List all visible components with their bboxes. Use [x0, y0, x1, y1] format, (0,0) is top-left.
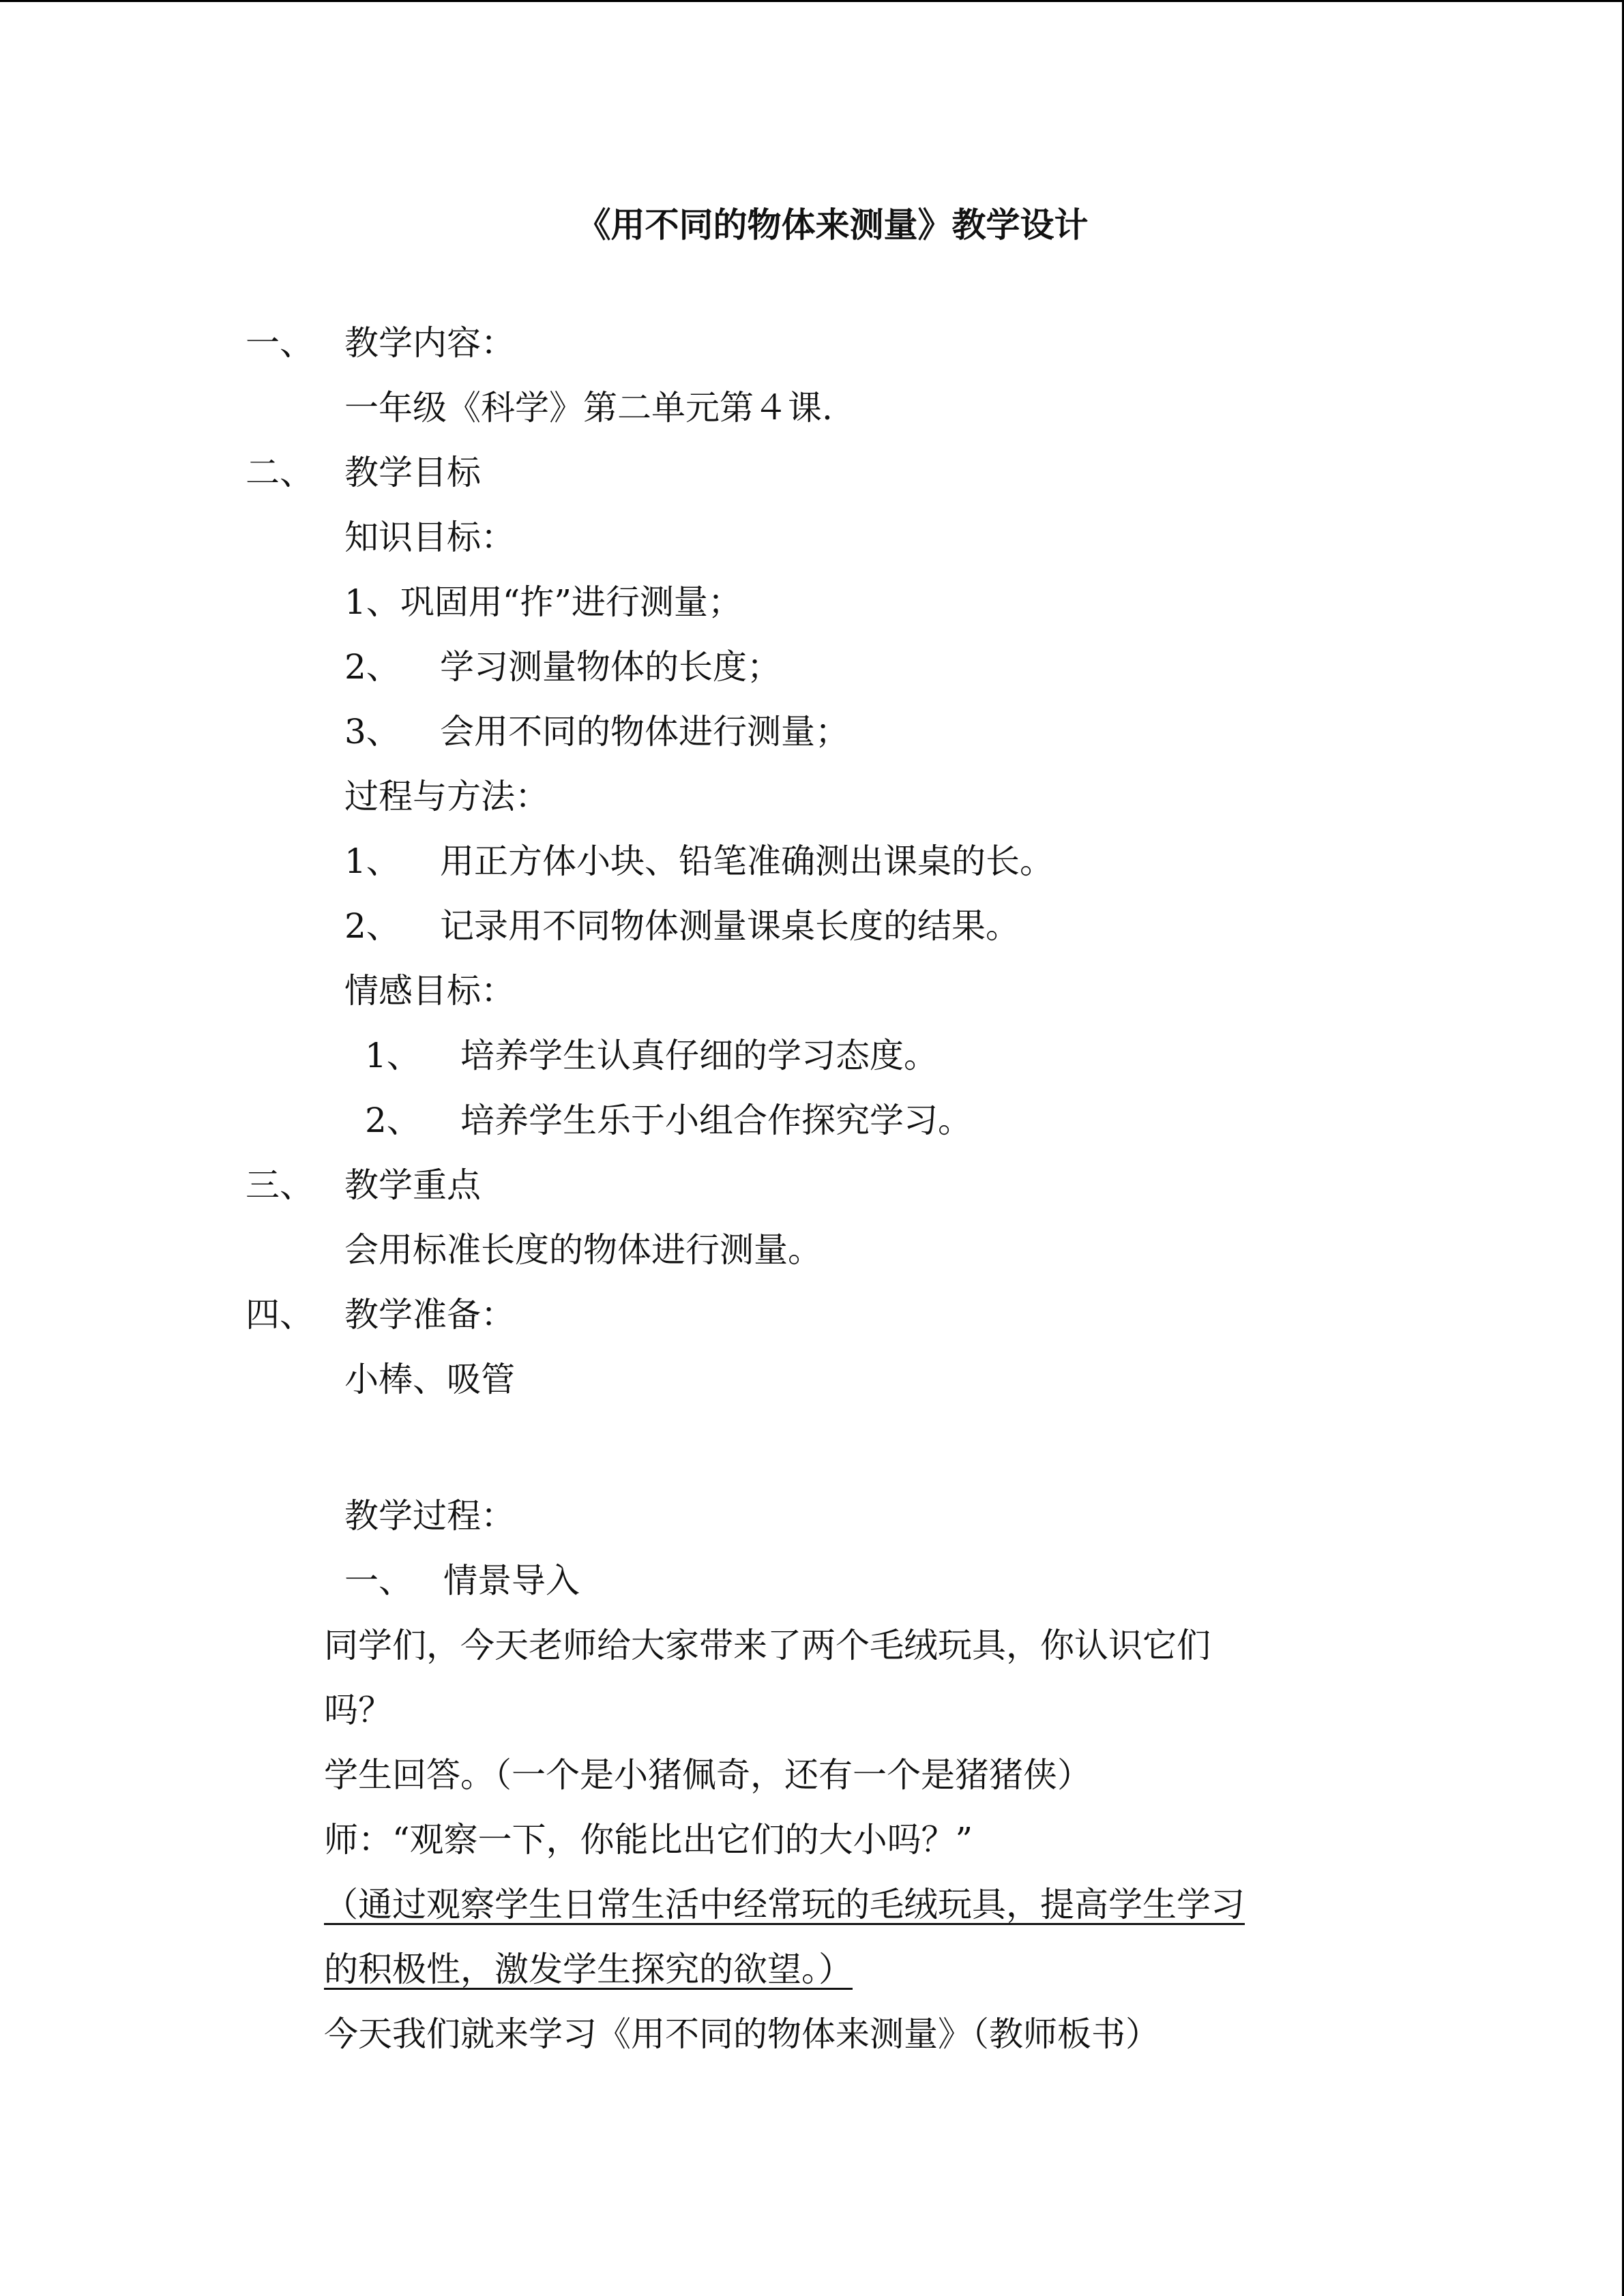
process-method-item-2-number: 2、: [344, 906, 400, 946]
section-4-heading: 教学准备：: [344, 1295, 515, 1335]
knowledge-goal-item-1: 1、巩固用“拃”进行测量；: [344, 582, 742, 622]
emotion-goal-item-1-text: 培养学生认真仔细的学习态度。: [460, 1036, 938, 1075]
process-method-label: 过程与方法：: [344, 777, 549, 816]
emotion-goal-item-1-number: 1、: [365, 1036, 421, 1075]
section-2-heading: 教学目标: [344, 453, 481, 492]
emotion-goal-item-2-number: 2、: [365, 1101, 421, 1140]
teaching-process-label: 教学过程：: [344, 1496, 515, 1536]
section-4-body: 小棒、吸管: [344, 1360, 515, 1399]
step-1-heading: 情景导入: [443, 1561, 580, 1600]
knowledge-goal-label: 知识目标：: [344, 518, 515, 557]
section-1-number: 一、: [246, 323, 314, 363]
paragraph-3: 师：“观察一下，你能比出它们的大小吗？”: [324, 1820, 973, 1860]
emotion-goal-label: 情感目标：: [344, 971, 515, 1011]
section-4-number: 四、: [246, 1295, 314, 1335]
process-method-item-1-text: 用正方体小块、铅笔准确测出课桌的长。: [440, 841, 1054, 881]
section-2-number: 二、: [246, 453, 314, 492]
process-method-item-1-number: 1、: [344, 841, 400, 881]
knowledge-goal-item-3-text: 会用不同的物体进行测量；: [440, 712, 849, 751]
document-title: 《用不同的物体来测量》教学设计: [576, 205, 1089, 245]
emotion-goal-item-2-text: 培养学生乐于小组合作探究学习。: [460, 1101, 972, 1140]
note-line-2: 的积极性，激发学生探究的欲望。）: [324, 1950, 853, 1989]
paragraph-2: 学生回答。（一个是小猪佩奇，还有一个是猪猪侠）: [324, 1755, 1091, 1795]
paragraph-1-line-1: 同学们，今天老师给大家带来了两个毛绒玩具，你认识它们: [324, 1626, 1211, 1665]
knowledge-goal-item-3-number: 3、: [344, 712, 400, 751]
section-3-body: 会用标准长度的物体进行测量。: [344, 1230, 822, 1270]
section-1-body: 一年级《科学》第二单元第４课.: [344, 388, 833, 428]
section-1-heading: 教学内容：: [344, 323, 515, 363]
step-1-number: 一、: [344, 1561, 413, 1600]
paragraph-4: 今天我们就来学习《用不同的物体来测量》（教师板书）: [324, 2014, 1160, 2054]
knowledge-goal-item-2-text: 学习测量物体的长度；: [440, 647, 781, 687]
knowledge-goal-item-2-number: 2、: [344, 647, 400, 687]
section-3-number: 三、: [246, 1165, 314, 1205]
page-border-top: [0, 0, 1624, 2]
paragraph-1-line-2: 吗？: [324, 1690, 392, 1730]
note-line-1: （通过观察学生日常生活中经常玩的毛绒玩具，提高学生学习: [324, 1885, 1245, 1924]
process-method-item-2-text: 记录用不同物体测量课桌长度的结果。: [440, 906, 1020, 946]
section-3-heading: 教学重点: [344, 1165, 481, 1205]
